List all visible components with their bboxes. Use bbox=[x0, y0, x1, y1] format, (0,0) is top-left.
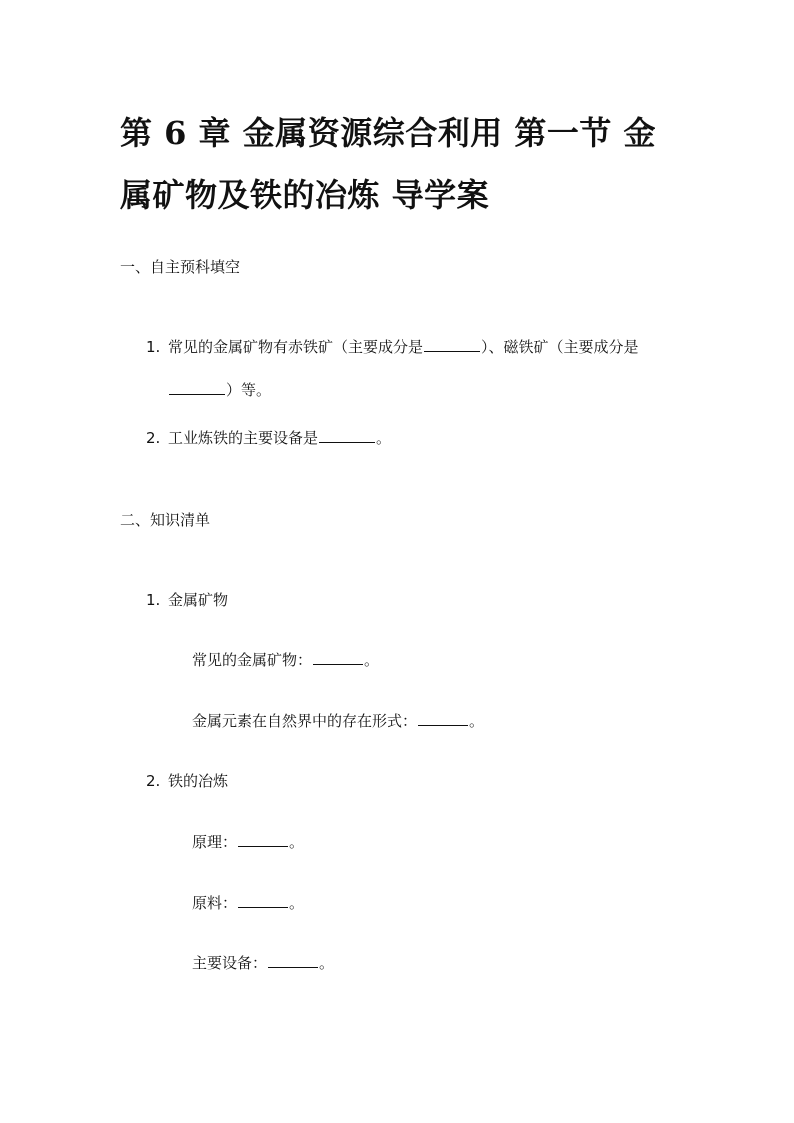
answer-blank[interactable] bbox=[319, 428, 375, 443]
knowledge-item-2-line-2 bbox=[192, 893, 304, 913]
question-1-continuation bbox=[168, 380, 271, 400]
line-end: 。 bbox=[289, 894, 305, 912]
knowledge-item-2-label: 铁的冶炼 bbox=[168, 772, 229, 790]
answer-blank[interactable] bbox=[418, 711, 468, 726]
question-2-text-b: 。 bbox=[376, 429, 392, 447]
knowledge-item-2-line-1-text: 原理： bbox=[192, 833, 238, 851]
knowledge-item-1-line-1-text: 常见的金属矿物： bbox=[192, 651, 313, 669]
knowledge-item-2-line-1 bbox=[192, 832, 304, 852]
knowledge-item-2-line-3 bbox=[192, 953, 334, 973]
question-2-text-a: 工业炼铁的主要设备是 bbox=[168, 429, 319, 447]
knowledge-item-2-line-3-text: 主要设备： bbox=[192, 954, 268, 972]
knowledge-item-1-label: 金属矿物 bbox=[168, 591, 229, 609]
question-1 bbox=[146, 337, 639, 357]
question-2-number: 2. bbox=[146, 429, 161, 447]
section-heading-preview: 一、自主预科填空 bbox=[120, 258, 241, 276]
knowledge-item-2-line-2-text: 原料： bbox=[192, 894, 238, 912]
line-end: 。 bbox=[469, 712, 485, 730]
line-end: 。 bbox=[289, 833, 305, 851]
knowledge-item-1-line-2 bbox=[192, 711, 484, 731]
page-title: 第 6 章 金属资源综合利用 第一节 金属矿物及铁的冶炼 导学案 bbox=[120, 114, 656, 214]
answer-blank[interactable] bbox=[313, 650, 363, 665]
line-end: 。 bbox=[319, 954, 335, 972]
answer-blank[interactable] bbox=[238, 832, 288, 847]
section-heading-knowledge: 二、知识清单 bbox=[120, 511, 211, 529]
answer-blank[interactable] bbox=[169, 380, 225, 395]
answer-blank[interactable] bbox=[424, 337, 480, 352]
knowledge-item-2 bbox=[146, 771, 228, 791]
question-1-text-a: 常见的金属矿物有赤铁矿（主要成分是 bbox=[168, 338, 424, 356]
knowledge-item-1 bbox=[146, 590, 228, 610]
answer-blank[interactable] bbox=[268, 953, 318, 968]
knowledge-item-1-line-2-text: 金属元素在自然界中的存在形式： bbox=[192, 712, 418, 730]
knowledge-item-1-line-1 bbox=[192, 650, 379, 670]
knowledge-item-2-number: 2. bbox=[146, 772, 161, 790]
line-end: 。 bbox=[364, 651, 380, 669]
answer-blank[interactable] bbox=[238, 893, 288, 908]
question-1-number: 1. bbox=[146, 338, 161, 356]
knowledge-item-1-number: 1. bbox=[146, 591, 161, 609]
question-1-text-c: ）等。 bbox=[226, 381, 272, 399]
question-2 bbox=[146, 428, 391, 448]
question-1-text-b: ）、磁铁矿（主要成分是 bbox=[481, 338, 639, 356]
